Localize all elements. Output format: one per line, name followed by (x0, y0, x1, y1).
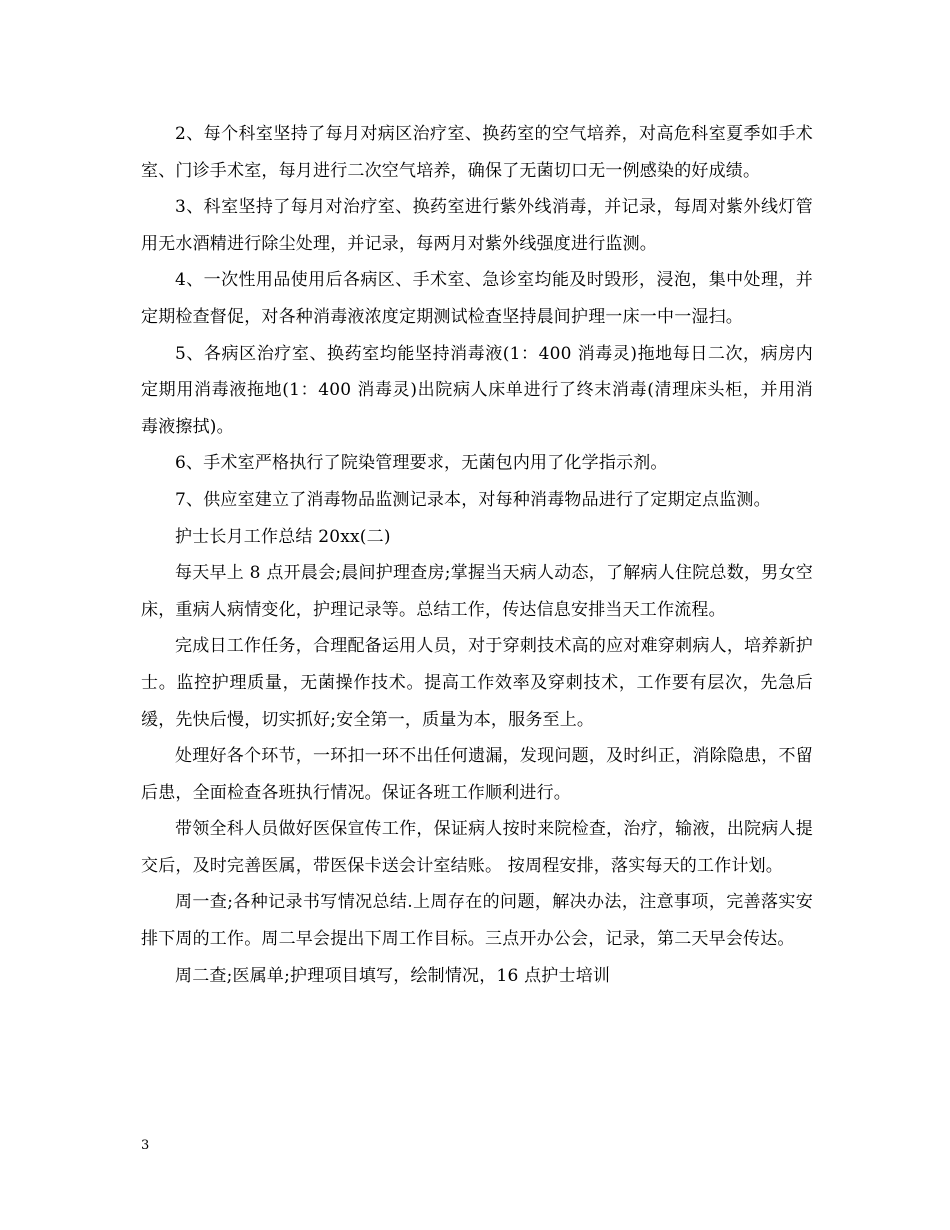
paragraph-insurance-work: 带领全科人员做好医保宣传工作，保证病人按时来院检查，治疗，输液，出院病人提交后，及时完善医属，带医保卡送会计室结账。 按周程安排，落实每天的工作计划。 (141, 819, 813, 876)
section-heading: 护士长月工作总结 20xx(二) (175, 526, 391, 547)
paragraph-item-4: 4、一次性用品使用后各病区、手术室、急诊室均能及时毁形，浸泡，集中处理，并定期检查督促，对各种消毒液浓度定期测试检查坚持晨间护理一床一中一湿扫。 (141, 270, 813, 327)
paragraph-daily-tasks: 完成日工作任务，合理配备运用人员，对于穿刺技术高的应对难穿刺病人，培养新护士。监控护理质量，无菌操作技术。提高工作效率及穿刺技术，工作要有层次，先急后缓，先快后慢，切实抓好;安全第一，质量为本，服务至上。 (141, 636, 813, 730)
paragraph-item-5: 5、各病区治疗室、换药室均能坚持消毒液(1：400 消毒灵)拖地每日二次，病房内定期用消毒液拖地(1：400 消毒灵)出院病人床单进行了终末消毒(清理床头柜，并用消毒液擦拭)。 (141, 343, 813, 437)
page-number: 3 (141, 1138, 150, 1153)
paragraph-tuesday-check: 周二查;医属单;护理项目填写，绘制情况，16 点护士培训 (175, 965, 611, 986)
paragraph-item-3: 3、科室坚持了每月对治疗室、换药室进行紫外线消毒，并记录，每周对紫外线灯管用无水酒精进行除尘处理，并记录，每两月对紫外线强度进行监测。 (141, 197, 813, 254)
paragraph-monday-check: 周一查;各种记录书写情况总结.上周存在的问题，解决办法，注意事项，完善落实安排下周的工作。周二早会提出下周工作目标。三点开办公会，记录，第二天早会传达。 (141, 892, 813, 950)
paragraph-process-links: 处理好各个环节，一环扣一环不出任何遗漏，发现问题，及时纠正，消除隐患，不留后患，全面检查各班执行情况。保证各班工作顺利进行。 (141, 746, 813, 803)
paragraph-morning-meeting: 每天早上 8 点开晨会;晨间护理查房;掌握当天病人动态，了解病人住院总数，男女空床，重病人病情变化，护理记录等。总结工作，传达信息安排当天工作流程。 (141, 563, 813, 620)
document-body (141, 116, 813, 994)
paragraph-item-6: 6、手术室严格执行了院染管理要求，无菌包内用了化学指示剂。 (175, 453, 668, 474)
paragraph-item-2: 2、每个科室坚持了每月对病区治疗室、换药室的空气培养，对高危科室夏季如手术室、门诊手术室，每月进行二次空气培养，确保了无菌切口无一例感染的好成绩。 (141, 124, 813, 181)
paragraph-item-7: 7、供应室建立了消毒物品监测记录本，对每种消毒物品进行了定期定点监测。 (175, 489, 771, 510)
